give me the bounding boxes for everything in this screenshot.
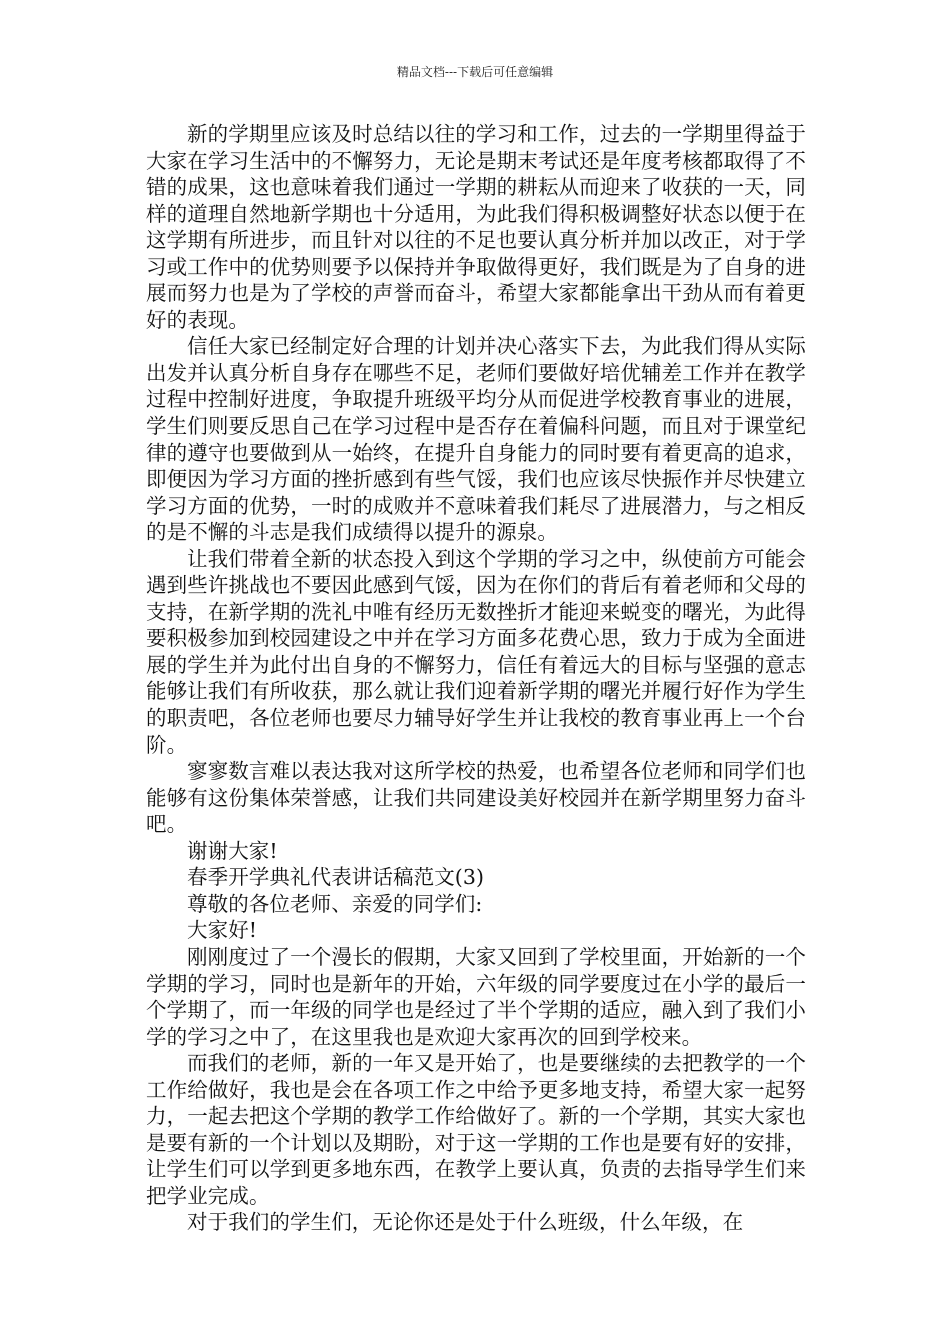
page-header: 精品文档---下载后可任意编辑 <box>396 65 554 79</box>
paragraph: 对于我们的学生们，无论你还是处于什么班级，什么年级，在 <box>187 1210 744 1235</box>
greeting: 大家好! <box>187 918 258 943</box>
paragraph: 而我们的老师，新的一年又是开始了，也是要继续的去把教学的一个工作给做好，我也是会在各项工作之中给予更多地支持，希望大家一起努力，一起去把这个学期的教学工作给做好了。新的一个学期，其实大家也是要有新的一个计划以及期盼，对于这一学期的工作也是要有好的安排，让学生们可以学到更多地东西，在教学上要认真，负责的去指导学生们来把学业完成。 <box>146 1051 806 1208</box>
paragraph: 信任大家已经制定好合理的计划并决心落实下去，为此我们得从实际出发并认真分析自身存在哪些不足，老师们要做好培优辅差工作并在教学过程中控制好进度，争取提升班级平均分从而促进学校教育事业的进展，学生们则要反思自己在学习过程中是否存在着偏科问题，而且对于课堂纪律的遵守也要做到从一始终，在提升自身能力的同时要有着更高的追求，即便因为学习方面的挫折感到有些气馁，我们也应该尽快振作并尽快建立学习方面的优势，一时的成败并不意味着我们耗尽了进展潜力，与之相反的是不懈的斗志是我们成绩得以提升的源泉。 <box>146 334 806 545</box>
paragraph: 新的学期里应该及时总结以往的学习和工作，过去的一学期里得益于大家在学习生活中的不懈努力，无论是期末考试还是年度考核都取得了不错的成果，这也意味着我们通过一学期的耕耘从而迎来了收获的一天，同样的道理自然地新学期也十分适用，为此我们得积极调整好状态以便于在这学期有所进步，而且针对以往的不足也要认真分析并加以改正，对于学习或工作中的优势则要予以保持并争取做得更好，我们既是为了自身的进展而努力也是为了学校的声誉而奋斗，希望大家都能拿出干劲从而有着更好的表现。 <box>146 122 806 332</box>
closing-thanks: 谢谢大家! <box>187 838 278 863</box>
paragraph: 寥寥数言难以表达我对这所学校的热爱，也希望各位老师和同学们也能够有这份集体荣誉感，让我们共同建设美好校园并在新学期里努力奋斗吧。 <box>146 759 806 837</box>
paragraph: 让我们带着全新的状态投入到这个学期的学习之中，纵使前方可能会遇到些许挑战也不要因此感到气馁，因为在你们的背后有着老师和父母的支持，在新学期的洗礼中唯有经历无数挫折才能迎来蜕变的曙光，为此得要积极参加到校园建设之中并在学习方面多花费心思，致力于成为全面进展的学生并为此付出自身的不懈努力，信任有着远大的目标与坚强的意志能够让我们有所收获，那么就让我们迎着新学期的曙光并履行好作为学生的职责吧，各位老师也要尽力辅导好学生并让我校的教育事业再上一个台阶。 <box>146 546 806 757</box>
section-title: 春季开学典礼代表讲话稿范文(3) <box>187 865 485 890</box>
paragraph: 刚刚度过了一个漫长的假期，大家又回到了学校里面，开始新的一个学期的学习，同时也是新年的开始，六年级的同学要度过在小学的最后一个学期了，而一年级的同学也是经过了半个学期的适应，融入到了我们小学的学习之中了，在这里我也是欢迎大家再次的回到学校来。 <box>146 944 806 1049</box>
document-body <box>146 121 806 1236</box>
salutation: 尊敬的各位老师、亲爱的同学们: <box>187 891 483 916</box>
